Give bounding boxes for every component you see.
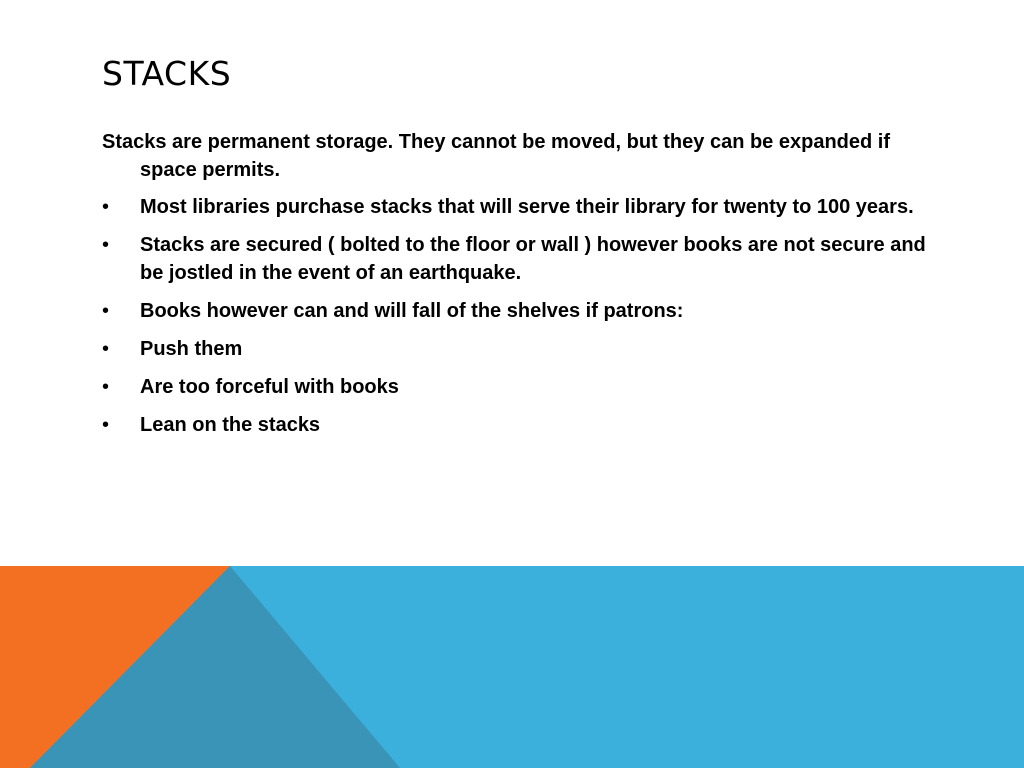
list-item — [102, 297, 932, 325]
bullet-text: Are too forceful with books — [140, 376, 399, 398]
bullet-text: Most libraries purchase stacks that will serve their library for twenty to 100 years. — [140, 196, 914, 218]
bullet-icon: • — [102, 234, 110, 256]
list-item — [102, 411, 932, 439]
bullet-icon: • — [102, 196, 110, 218]
list-item — [102, 335, 932, 363]
list-item — [102, 193, 932, 221]
bullet-icon: • — [102, 300, 110, 322]
intro-paragraph: Stacks are permanent storage. They cannot be moved, but they can be expanded if space permits. — [102, 131, 890, 181]
list-item — [102, 373, 932, 401]
bullet-text: Push them — [140, 338, 243, 360]
bullet-icon: • — [102, 414, 110, 436]
decorative-footer — [0, 566, 1024, 768]
bullet-text: Stacks are secured ( bolted to the floor or wall ) however books are not secure and be jostled in the event of an earthquake. — [140, 234, 926, 284]
list-item — [102, 231, 932, 287]
footer-graphic — [0, 566, 1024, 768]
bullet-icon: • — [102, 376, 110, 398]
slide-body — [102, 128, 932, 449]
bullet-text: Books however can and will fall of the shelves if patrons: — [140, 300, 684, 322]
bullet-text: Lean on the stacks — [140, 414, 321, 436]
bullet-icon: • — [102, 338, 110, 360]
slide-title: STACKS — [102, 54, 232, 93]
bullet-list — [102, 193, 932, 439]
